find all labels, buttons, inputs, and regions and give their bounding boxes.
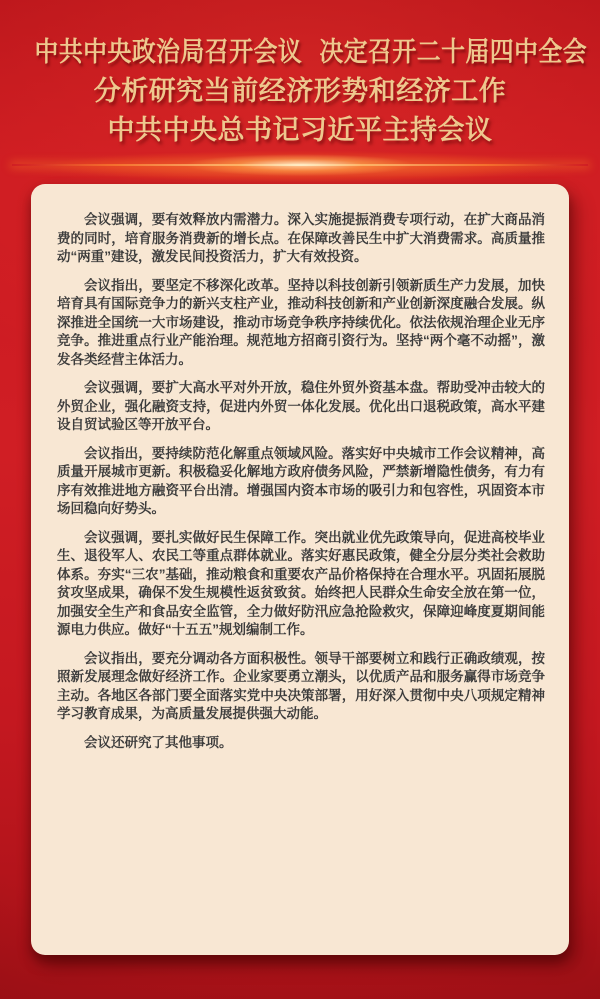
headline-line-1: 中共中央政治局召开会议 决定召开二十届四中全会 xyxy=(34,37,588,67)
paragraph-5: 会议强调，要扎实做好民生保障工作。突出就业优先政策导向，促进高校毕业生、退役军人、农民工等重点群体就业。落实好惠民政策，健全分层分类社会救助体系。夯实“三农”基础，推动粮食和重要农产品价格保持在合理水平。巩固拓展脱贫攻坚成果，确保不发生规模性返贫致贫。始终把人民群众生命安全放在第一位，加强安全生产和食品安全监管，全力做好防汛应急抢险救灾，保障迎峰度夏期间能源电力供应。做好“十五五”规划编制工作。 xyxy=(57,529,545,637)
headline-line-3: 中共中央总书记习近平主持会议 xyxy=(107,115,493,145)
paragraph-4: 会议指出，要持续防范化解重点领域风险。落实好中央城市工作会议精神，高质量开展城市更新。积极稳妥化解地方政府债务风险，严禁新增隐性债务，有力有序有效推进地方融资平台出清。增强国内资本市场的吸引力和包容性，巩固资本市场回稳向好势头。 xyxy=(57,445,545,516)
paragraph-1: 会议强调，要有效释放内需潜力。深入实施提振消费专项行动，在扩大商品消费的同时，培育服务消费新的增长点。在保障改善民生中扩大消费需求。高质量推动“两重”建设，激发民间投资活力，扩大有效投资。 xyxy=(57,212,545,264)
paragraph-7: 会议还研究了其他事项。 xyxy=(84,734,233,750)
headline xyxy=(0,33,600,150)
content-card xyxy=(31,184,569,955)
paragraph-6: 会议指出，要充分调动各方面积极性。领导干部要树立和践行正确政绩观，按照新发展理念做好经济工作。企业家要勇立潮头，以优质产品和服务赢得市场竞争主动。各地区各部门要全面落实党中央决策部署，用好深入贯彻中央八项规定精神学习教育成果，为高质量发展提供强大动能。 xyxy=(57,650,545,721)
paragraph-2: 会议指出，要坚定不移深化改革。坚持以科技创新引领新质生产力发展，加快培育具有国际竞争力的新兴支柱产业，推动科技创新和产业创新深度融合发展。纵深推进全国统一大市场建设，推动市场竞争秩序持续优化。依法依规治理企业无序竞争。推进重点行业产能治理。规范地方招商引资行为。坚持“两个毫不动摇”，激发各类经营主体活力。 xyxy=(57,277,545,367)
headline-line-2: 分析研究当前经济形势和经济工作 xyxy=(93,76,507,106)
paragraph-3: 会议强调，要扩大高水平对外开放，稳住外贸外资基本盘。帮助受冲击较大的外贸企业，强化融资支持，促进内外贸一体化发展。优化出口退税政策，高水平建设自贸试验区等开放平台。 xyxy=(57,380,545,432)
